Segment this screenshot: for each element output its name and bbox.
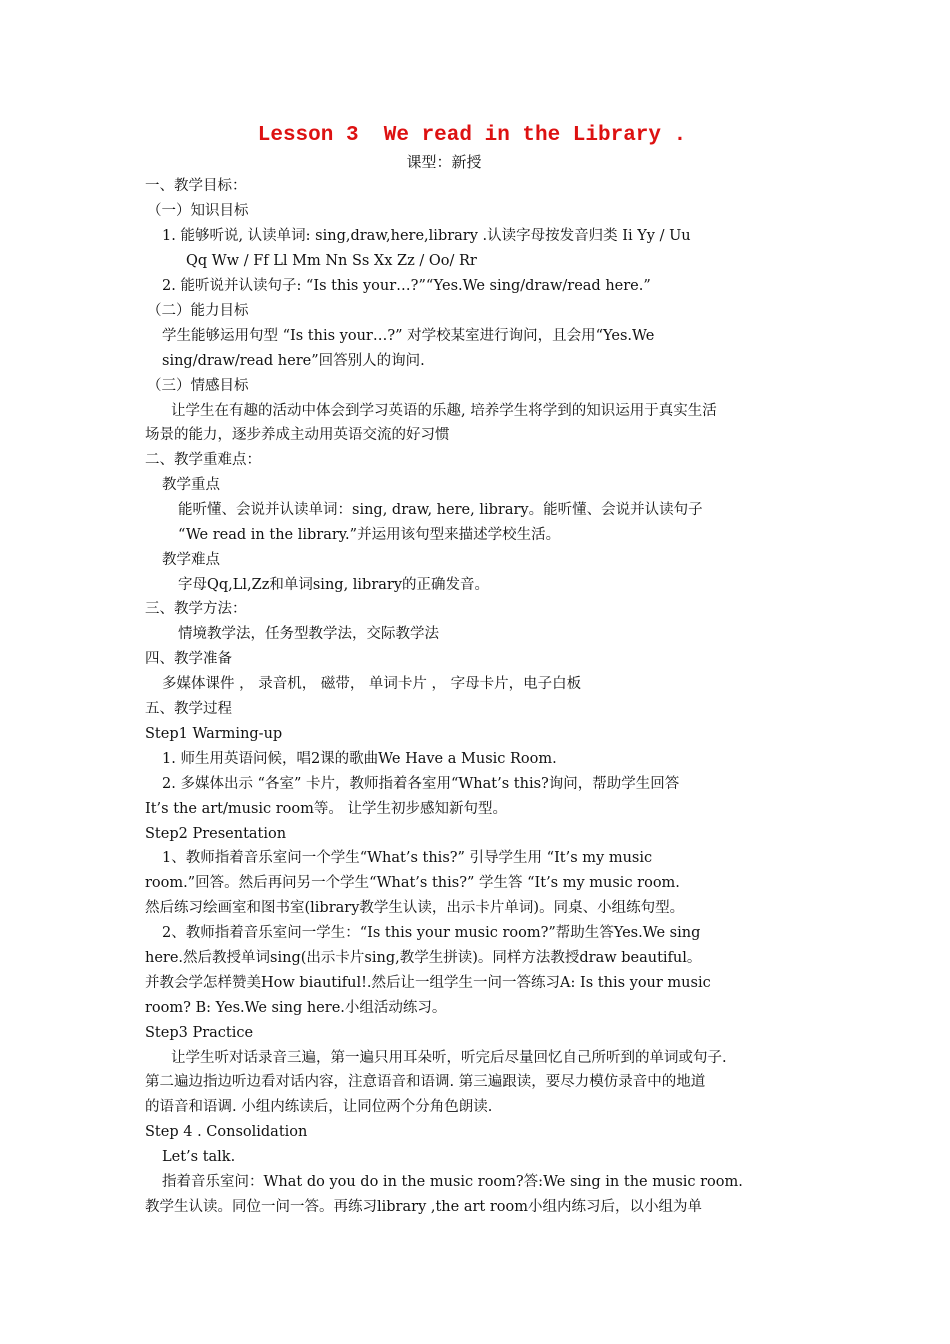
text-line: 2、教师指着音乐室问一学生：“Is this your music room?”帮助生答Yes.We sing (162, 925, 701, 941)
text-line: room? B: Yes.We sing here.小组活动练习。 (145, 1000, 447, 1016)
section-heading: 四、教学准备 (145, 651, 232, 667)
subsection-heading: 教学重点 (162, 477, 220, 493)
subsection-heading: （二）能力目标 (147, 303, 249, 319)
subsection-heading: （三）情感目标 (147, 378, 249, 394)
text-line: 指着音乐室问：What do you do in the music room?答:We sing in the music room. (162, 1174, 743, 1190)
text-line: 并教会学怎样赞美How biautiful!.然后让一组学生一问一答练习A: Is this your music (145, 975, 711, 991)
text-line: 教学生认读。同位一问一答。再练习library ,the art room小组内练习后，以小组为单 (145, 1199, 702, 1215)
text-line: 1、教师指着音乐室问一个学生“What’s this?” 引导学生用 “It’s my music (162, 850, 653, 866)
text-line: 第二遍边指边听边看对话内容，注意语音和语调. 第三遍跟读，要尽力模仿录音中的地道 (145, 1074, 706, 1090)
text-line: 多媒体课件 ， 录音机， 磁带， 单词卡片 ， 字母卡片，电子白板 (162, 676, 582, 692)
text-line: 让学生听对话录音三遍，第一遍只用耳朵听，听完后尽量回忆自己所听到的单词或句子. (171, 1050, 727, 1066)
section-heading: 五、教学过程 (145, 701, 232, 717)
lesson-type: 课型：新授 (406, 153, 482, 171)
text-line: It’s the art/music room等。 让学生初步感知新句型。 (145, 801, 508, 817)
text-line: 1. 师生用英语问候，唱2课的歌曲We Have a Music Room. (162, 751, 557, 767)
text-line: 然后练习绘画室和图书室(library教学生认读，出示卡片单词)。同桌、小组练句型。 (145, 900, 685, 916)
text-line: here.然后教授单词sing(出示卡片sing,教学生拼读)。同样方法教授draw beautiful。 (145, 950, 702, 966)
text-line: 能听懂、会说并认读单词：sing, draw, here, library。能听懂、会说并认读句子 (178, 502, 703, 518)
step-heading: Step 4 . Consolidation (145, 1124, 308, 1140)
step-heading: Step2 Presentation (145, 826, 287, 842)
text-line: 2. 能听说并认读句子: “Is this your…?”“Yes.We sing/draw/read here.” (162, 278, 651, 294)
step-heading: Step3 Practice (145, 1025, 254, 1041)
text-line: Qq Ww / Ff Ll Mm Nn Ss Xx Zz / Oo/ Rr (186, 253, 477, 269)
text-line: 1. 能够听说, 认读单词: sing,draw,here,library .认读字母按发音归类 Ii Yy / Uu (162, 228, 691, 244)
subsection-heading: （一）知识目标 (147, 203, 249, 219)
text-line: 情境教学法，任务型教学法，交际教学法 (178, 626, 439, 642)
text-line: 的语音和语调. 小组内练读后，让同位两个分角色朗读. (145, 1099, 493, 1115)
text-line: “We read in the library.”并运用该句型来描述学校生活。 (178, 527, 561, 543)
subsection-heading: 教学难点 (162, 552, 220, 568)
text-line: room.”回答。然后再问另一个学生“What’s this?” 学生答 “It’s my music room. (145, 875, 680, 891)
lesson-title: Lesson 3 We read in the Library . (257, 124, 687, 147)
section-heading: 三、教学方法： (145, 601, 247, 617)
text-line: 场景的能力，逐步养成主动用英语交流的好习惯 (145, 427, 450, 443)
step-heading: Step1 Warming-up (145, 726, 283, 742)
text-line: 学生能够运用句型 “Is this your…?” 对学校某室进行询问，且会用“Yes.We (162, 328, 655, 344)
text-line: 字母Qq,Ll,Zz和单词sing, library的正确发音。 (178, 577, 490, 593)
section-heading: 二、教学重难点： (145, 452, 261, 468)
text-line: Let’s talk. (162, 1149, 236, 1165)
text-line: 让学生在有趣的活动中体会到学习英语的乐趣, 培养学生将学到的知识运用于真实生活 (171, 403, 717, 419)
section-heading: 一、教学目标： (145, 178, 247, 194)
text-line: 2. 多媒体出示 “各室” 卡片，教师指着各室用“What’s this?询问，帮助学生回答 (162, 776, 680, 792)
text-line: sing/draw/read here”回答别人的询问. (162, 353, 425, 369)
